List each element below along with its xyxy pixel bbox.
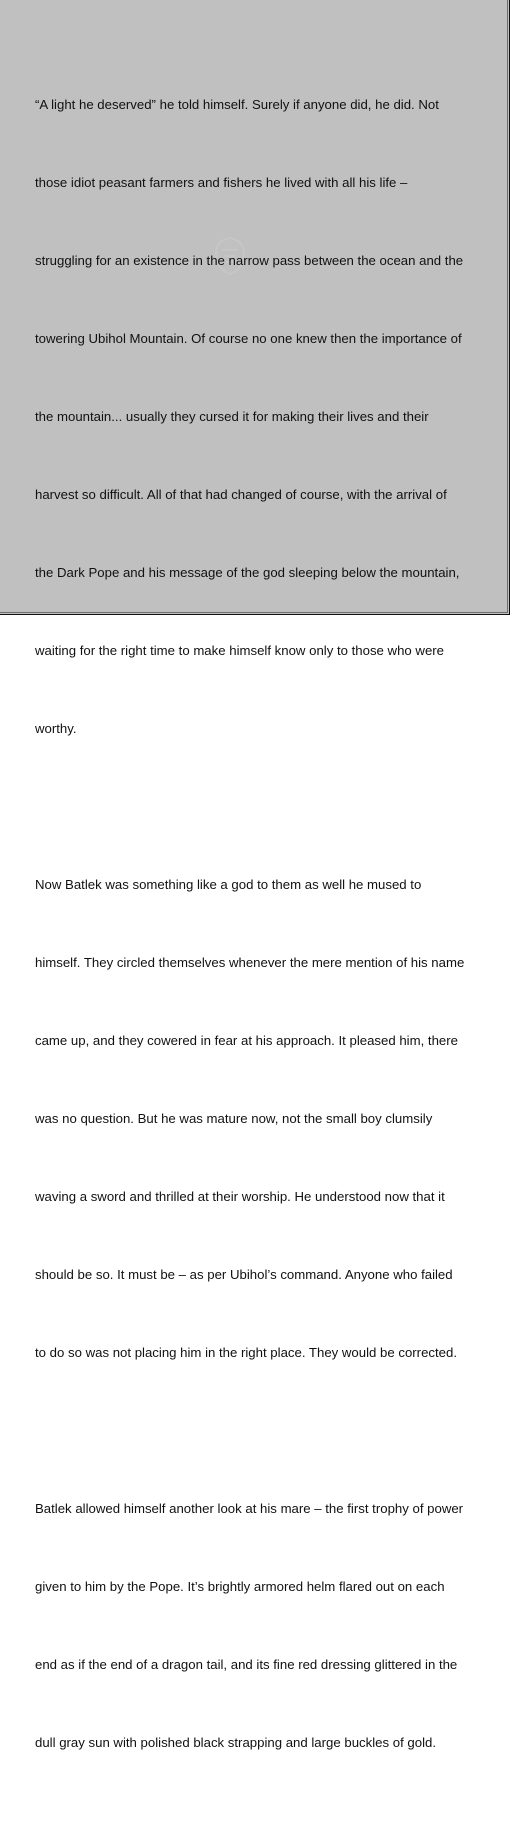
text-line: came up, and they cowered in fear at his approach. It pleased him, there	[35, 1033, 458, 1048]
text-line: the Dark Pope and his message of the god sleeping below the mountain,	[35, 565, 460, 580]
text-line: the mountain... usually they cursed it for making their lives and their	[35, 409, 429, 424]
text-line: worthy.	[35, 721, 77, 736]
text-line: Batlek allowed himself another look at his mare – the first trophy of power	[35, 1501, 464, 1516]
text-line: Now Batlek was something like a god to them as well he mused to	[35, 877, 422, 892]
text-line: towering Ubihol Mountain. Of course no one knew then the importance of	[35, 331, 462, 346]
text-line: himself. They circled themselves whenever the mere mention of his name	[35, 955, 465, 970]
paragraph-2	[35, 820, 485, 1418]
text-line: should be so. It must be – as per Ubihol’s command. Anyone who failed	[35, 1267, 453, 1282]
paragraph-1	[35, 40, 485, 794]
text-line: waiting for the right time to make himself know only to those who were	[35, 643, 444, 658]
text-line: end as if the end of a dragon tail, and its fine red dressing glittered in the	[35, 1657, 458, 1672]
text-line: harvest so difficult. All of that had changed of course, with the arrival of	[35, 487, 447, 502]
text-line: “A light he deserved” he told himself. Surely if anyone did, he did. Not	[35, 97, 439, 112]
text-body	[35, 40, 485, 1834]
text-line: those idiot peasant farmers and fishers he lived with all his life –	[35, 175, 408, 190]
text-line: waving a sword and thrilled at their worship. He understood now that it	[35, 1189, 445, 1204]
text-line: dull gray sun with polished black strapping and large buckles of gold.	[35, 1735, 436, 1750]
text-line: struggling for an existence in the narrow pass between the ocean and the	[35, 253, 464, 268]
text-line: to do so was not placing him in the right place. They would be corrected.	[35, 1345, 457, 1360]
paragraph-3	[35, 1444, 485, 1808]
text-line: given to him by the Pope. It’s brightly armored helm flared out on each	[35, 1579, 445, 1594]
text-line: was no question. But he was mature now, not the small boy clumsily	[35, 1111, 433, 1126]
